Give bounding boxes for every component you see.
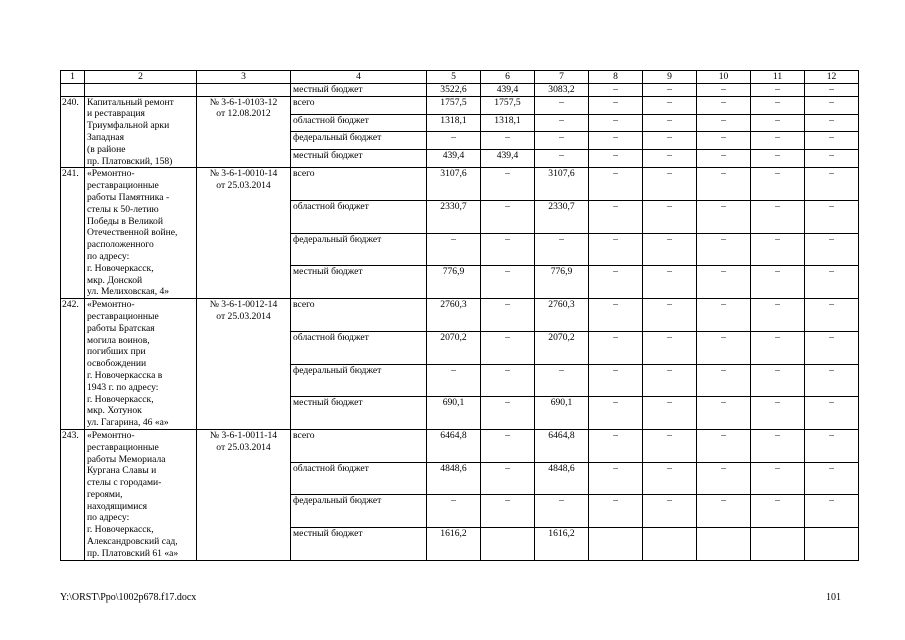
value-cell: 439,4 — [481, 83, 535, 96]
value-cell: – — [697, 201, 751, 234]
value-cell: – — [697, 364, 751, 397]
value-cell: – — [481, 462, 535, 495]
value-cell: – — [643, 132, 697, 150]
value-cell: – — [805, 495, 859, 528]
value-cell: – — [805, 331, 859, 364]
value-cell: – — [751, 266, 805, 299]
value-cell: – — [751, 397, 805, 430]
value-cell: – — [589, 266, 643, 299]
empty-cell — [197, 83, 291, 96]
value-cell: – — [805, 429, 859, 462]
value-cell: – — [643, 397, 697, 430]
value-cell: – — [751, 150, 805, 168]
value-cell: 439,4 — [481, 150, 535, 168]
value-cell: 3522,6 — [427, 83, 481, 96]
value-cell: – — [805, 96, 859, 114]
value-cell: – — [643, 331, 697, 364]
budget-type-cell: областной бюджет — [291, 462, 427, 495]
value-cell: – — [481, 397, 535, 430]
value-cell: – — [643, 83, 697, 96]
value-cell: 2070,2 — [535, 331, 589, 364]
value-cell: – — [589, 150, 643, 168]
value-cell: – — [535, 495, 589, 528]
value-cell: 2760,3 — [535, 299, 589, 332]
header-cell: 11 — [751, 71, 805, 84]
value-cell: 1318,1 — [481, 114, 535, 132]
value-cell: – — [697, 299, 751, 332]
value-cell: – — [751, 299, 805, 332]
value-cell: 2330,7 — [535, 201, 589, 234]
value-cell: – — [697, 150, 751, 168]
value-cell: – — [805, 168, 859, 201]
value-cell: 690,1 — [535, 397, 589, 430]
value-cell: – — [481, 132, 535, 150]
value-cell: – — [805, 114, 859, 132]
value-cell — [589, 527, 643, 560]
value-cell: – — [805, 266, 859, 299]
value-cell: – — [481, 331, 535, 364]
value-cell: 2760,3 — [427, 299, 481, 332]
value-cell: 1616,2 — [427, 527, 481, 560]
value-cell: – — [697, 331, 751, 364]
value-cell: 776,9 — [535, 266, 589, 299]
value-cell: – — [589, 429, 643, 462]
header-cell: 2 — [85, 71, 197, 84]
table-row — [61, 299, 859, 332]
value-cell: – — [589, 96, 643, 114]
header-cell: 10 — [697, 71, 751, 84]
value-cell: – — [751, 168, 805, 201]
value-cell: 2070,2 — [427, 331, 481, 364]
value-cell: 1757,5 — [427, 96, 481, 114]
value-cell: – — [697, 96, 751, 114]
entry-number: 240. — [61, 96, 85, 168]
footer-page-number: 101 — [826, 592, 841, 603]
header-row — [61, 71, 859, 84]
value-cell: 1318,1 — [427, 114, 481, 132]
value-cell: 3083,2 — [535, 83, 589, 96]
value-cell: – — [589, 397, 643, 430]
value-cell: – — [805, 201, 859, 234]
header-cell: 6 — [481, 71, 535, 84]
value-cell: 3107,6 — [427, 168, 481, 201]
value-cell: – — [697, 495, 751, 528]
value-cell: – — [697, 168, 751, 201]
value-cell — [643, 527, 697, 560]
value-cell: – — [805, 132, 859, 150]
value-cell: – — [805, 299, 859, 332]
budget-type-cell: всего — [291, 299, 427, 332]
value-cell: – — [481, 233, 535, 266]
value-cell: – — [589, 114, 643, 132]
value-cell: – — [643, 429, 697, 462]
value-cell: – — [481, 429, 535, 462]
budget-type-cell: всего — [291, 429, 427, 462]
value-cell: – — [805, 233, 859, 266]
entry-document: № 3-6-1-0011-14 от 25.03.2014 — [197, 429, 291, 560]
value-cell: 3107,6 — [535, 168, 589, 201]
entry-number: 242. — [61, 299, 85, 430]
value-cell: – — [427, 364, 481, 397]
entry-document: № 3-6-1-0012-14 от 25.03.2014 — [197, 299, 291, 430]
value-cell: 1757,5 — [481, 96, 535, 114]
value-cell: 776,9 — [427, 266, 481, 299]
value-cell: 6464,8 — [535, 429, 589, 462]
value-cell: – — [643, 96, 697, 114]
value-cell: – — [589, 331, 643, 364]
value-cell: – — [643, 114, 697, 132]
value-cell: 4848,6 — [535, 462, 589, 495]
budget-type-cell: федеральный бюджет — [291, 495, 427, 528]
budget-type-cell: областной бюджет — [291, 114, 427, 132]
value-cell: 6464,8 — [427, 429, 481, 462]
entry-document: № 3-6-1-0103-12 от 12.08.2012 — [197, 96, 291, 168]
header-cell: 3 — [197, 71, 291, 84]
footer-file-path: Y:\ORST\Ppo\1002p678.f17.docx — [60, 592, 197, 603]
value-cell: – — [589, 462, 643, 495]
table-row — [61, 429, 859, 462]
budget-type-cell: федеральный бюджет — [291, 364, 427, 397]
budget-type-cell: федеральный бюджет — [291, 132, 427, 150]
entry-name: «Ремонтно- реставрационные работы Памятника - стелы к 50-летию Победы в Великой Отечественной войне, расположенного по адресу: г. Новочеркасск, мкр. Донской ул. Мелиховская, 4» — [85, 168, 197, 299]
entry-name: «Ремонтно- реставрационные работы Мемориала Кургана Славы и стелы с городами- героями, находящимися по адресу: г. Новочеркасск, Александровский сад, пр. Платовский 61 «а» — [85, 429, 197, 560]
value-cell: – — [643, 266, 697, 299]
entry-name: Капитальный ремонт и реставрация Триумфальной арки Западная (в районе пр. Платовский, 158) — [85, 96, 197, 168]
header-cell: 9 — [643, 71, 697, 84]
budget-type-cell: местный бюджет — [291, 397, 427, 430]
budget-type-cell: областной бюджет — [291, 331, 427, 364]
value-cell: – — [643, 150, 697, 168]
value-cell: – — [751, 83, 805, 96]
value-cell: 439,4 — [427, 150, 481, 168]
value-cell: 4848,6 — [427, 462, 481, 495]
header-cell: 1 — [61, 71, 85, 84]
value-cell: – — [751, 429, 805, 462]
value-cell: – — [805, 462, 859, 495]
value-cell: – — [535, 132, 589, 150]
value-cell: – — [751, 233, 805, 266]
value-cell: – — [589, 132, 643, 150]
entry-document: № 3-6-1-0010-14 от 25.03.2014 — [197, 168, 291, 299]
value-cell — [805, 527, 859, 560]
value-cell: – — [697, 429, 751, 462]
entry-number: 241. — [61, 168, 85, 299]
value-cell: – — [643, 201, 697, 234]
header-cell: 8 — [589, 71, 643, 84]
value-cell: – — [751, 495, 805, 528]
value-cell: – — [697, 266, 751, 299]
value-cell: – — [805, 83, 859, 96]
value-cell: – — [427, 233, 481, 266]
value-cell: – — [697, 132, 751, 150]
value-cell: – — [697, 462, 751, 495]
value-cell: – — [751, 462, 805, 495]
header-cell: 4 — [291, 71, 427, 84]
value-cell: – — [589, 495, 643, 528]
header-cell: 7 — [535, 71, 589, 84]
budget-type-cell: местный бюджет — [291, 150, 427, 168]
value-cell: – — [589, 233, 643, 266]
header-cell: 5 — [427, 71, 481, 84]
empty-cell — [61, 83, 85, 96]
value-cell: 1616,2 — [535, 527, 589, 560]
value-cell: – — [643, 168, 697, 201]
value-cell: – — [589, 299, 643, 332]
value-cell — [697, 527, 751, 560]
value-cell: 690,1 — [427, 397, 481, 430]
table-row — [61, 168, 859, 201]
value-cell: – — [805, 397, 859, 430]
value-cell: – — [751, 96, 805, 114]
value-cell: – — [643, 233, 697, 266]
value-cell: – — [481, 201, 535, 234]
value-cell: – — [481, 299, 535, 332]
value-cell: – — [751, 114, 805, 132]
value-cell: – — [643, 462, 697, 495]
continuation-row — [61, 83, 859, 96]
value-cell — [481, 527, 535, 560]
value-cell: – — [643, 364, 697, 397]
value-cell: – — [535, 233, 589, 266]
budget-table-container — [60, 70, 859, 561]
budget-type-cell: местный бюджет — [291, 527, 427, 560]
budget-type-cell: областной бюджет — [291, 201, 427, 234]
value-cell: – — [481, 495, 535, 528]
value-cell: – — [643, 299, 697, 332]
value-cell: – — [589, 364, 643, 397]
value-cell: – — [751, 331, 805, 364]
value-cell: – — [481, 168, 535, 201]
budget-type-cell: местный бюджет — [291, 83, 427, 96]
value-cell: 2330,7 — [427, 201, 481, 234]
header-cell: 12 — [805, 71, 859, 84]
value-cell: – — [427, 132, 481, 150]
value-cell: – — [643, 495, 697, 528]
budget-table — [60, 70, 859, 561]
value-cell: – — [589, 168, 643, 201]
value-cell: – — [697, 114, 751, 132]
value-cell: – — [427, 495, 481, 528]
value-cell: – — [535, 150, 589, 168]
value-cell: – — [535, 364, 589, 397]
value-cell: – — [589, 83, 643, 96]
value-cell: – — [481, 266, 535, 299]
value-cell: – — [697, 83, 751, 96]
value-cell: – — [535, 114, 589, 132]
value-cell — [751, 527, 805, 560]
table-row — [61, 96, 859, 114]
value-cell: – — [751, 364, 805, 397]
value-cell: – — [697, 397, 751, 430]
value-cell: – — [805, 150, 859, 168]
budget-type-cell: всего — [291, 168, 427, 201]
value-cell: – — [535, 96, 589, 114]
value-cell: – — [697, 233, 751, 266]
budget-type-cell: всего — [291, 96, 427, 114]
value-cell: – — [805, 364, 859, 397]
budget-type-cell: федеральный бюджет — [291, 233, 427, 266]
entry-number: 243. — [61, 429, 85, 560]
budget-type-cell: местный бюджет — [291, 266, 427, 299]
value-cell: – — [589, 201, 643, 234]
value-cell: – — [481, 364, 535, 397]
value-cell: – — [751, 132, 805, 150]
value-cell: – — [751, 201, 805, 234]
empty-cell — [85, 83, 197, 96]
entry-name: «Ремонтно- реставрационные работы Братская могила воинов, погибших при освобождении г. Новочеркасска в 1943 г. по адресу: г. Новочеркасск, мкр. Хотунок ул. Гагарина, 46 «а» — [85, 299, 197, 430]
